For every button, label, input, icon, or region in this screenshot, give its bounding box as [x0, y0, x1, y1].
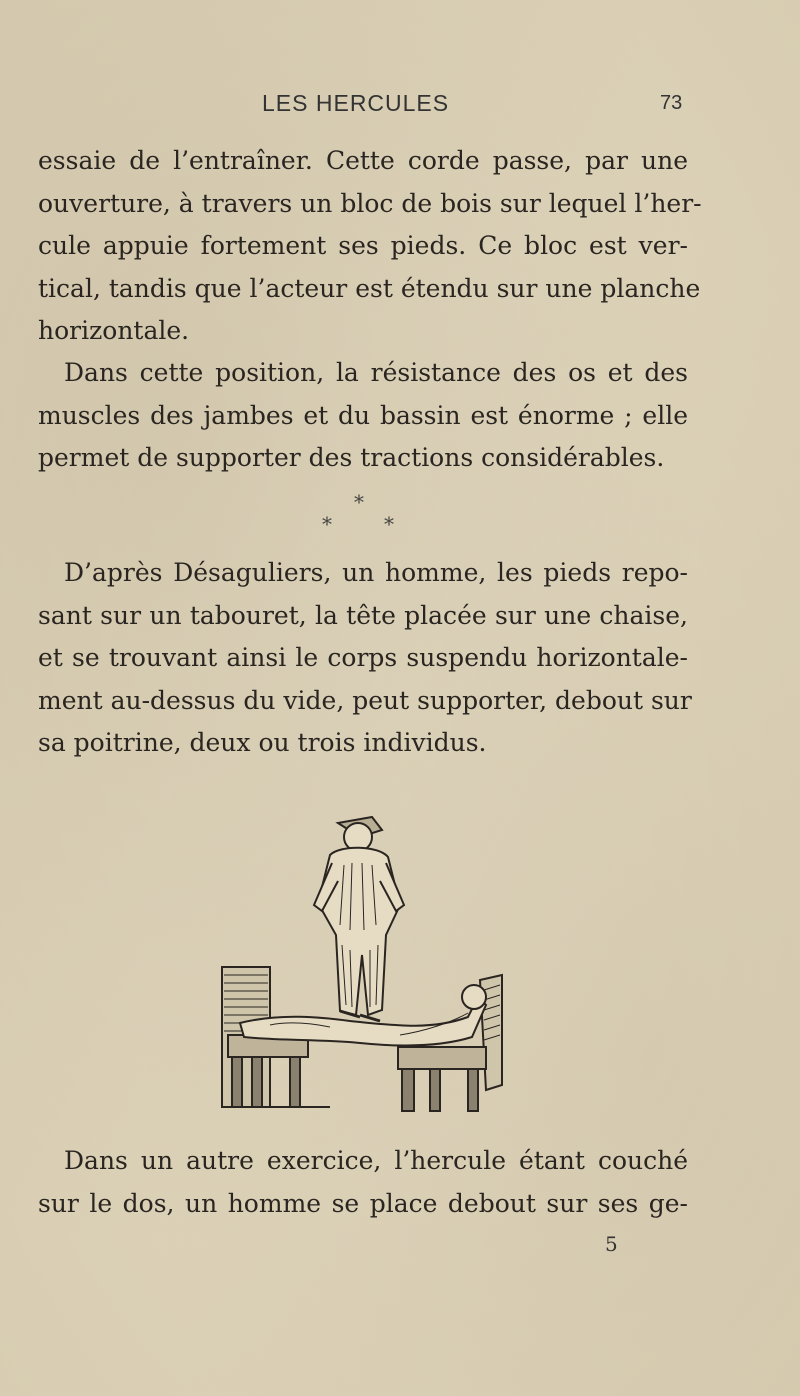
paragraph-2 [38, 352, 688, 480]
text-line: sur le dos, un homme se place debout sur ses ge- [38, 1188, 688, 1218]
hercules-illustration [210, 785, 520, 1115]
paragraph-1 [38, 140, 702, 353]
text-line: ouverture, à travers un bloc de bois sur lequel l’her- [38, 188, 702, 218]
text-line: Dans un autre exercice, l’hercule étant couché [64, 1146, 688, 1175]
text-line: essaie de l’entraîner. Cette corde passe, par une [38, 146, 688, 175]
section-separator [0, 490, 800, 540]
text-line: ment au-dessus du vide, peut supporter, debout sur [38, 685, 692, 715]
page-number: 73 [660, 92, 683, 114]
paragraph-3 [38, 552, 692, 765]
asterisk: * [384, 512, 394, 536]
text-line: cule appuie fortement ses pieds. Ce bloc est ver- [38, 231, 688, 260]
text-line: et se trouvant ainsi le corps suspendu horizontale- [38, 643, 688, 672]
running-head: LES HERCULES [262, 90, 450, 116]
text-line: sa poitrine, deux ou trois individus. [38, 728, 487, 757]
text-line: D’après Désaguliers, un homme, les pieds repo- [64, 558, 688, 587]
text-line: sant sur un tabouret, la tête placée sur une chaise, [38, 600, 688, 630]
signature-mark: 5 [605, 1232, 618, 1256]
engraving-icon [210, 785, 520, 1115]
text-line: horizontale. [38, 316, 190, 345]
text-line: permet de supporter des tractions considérables. [38, 443, 665, 472]
paragraph-4 [38, 1140, 688, 1225]
text-line: Dans cette position, la résistance des os et des [64, 358, 688, 387]
text-line: tical, tandis que l’acteur est étendu sur une planche [38, 273, 701, 303]
page-header [0, 90, 800, 120]
asterisk: * [354, 490, 364, 514]
asterisk: * [322, 512, 332, 536]
text-line: muscles des jambes et du bassin est énorme ; elle [38, 400, 688, 430]
